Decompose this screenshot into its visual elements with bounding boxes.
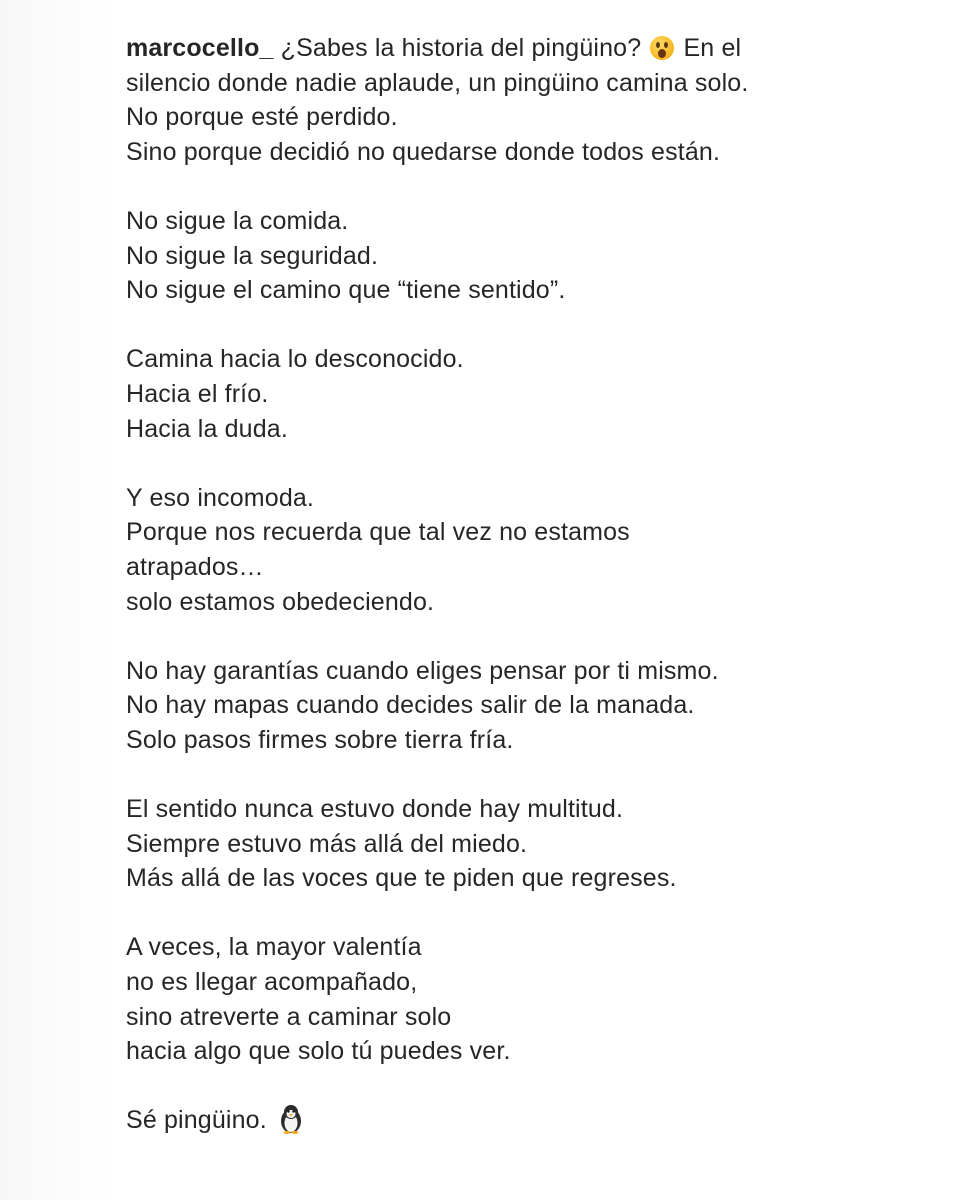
caption-line: Solo pasos firmes sobre tierra fría. bbox=[126, 725, 514, 754]
astonished-face-icon bbox=[650, 36, 674, 60]
caption-line: Y eso incomoda. bbox=[126, 483, 315, 512]
caption-closing-line bbox=[126, 1103, 826, 1138]
caption-line: sino atreverte a caminar solo bbox=[126, 1002, 452, 1031]
left-edge-shade bbox=[0, 0, 120, 1200]
caption-blank-line bbox=[126, 757, 826, 792]
caption-first-tail: En el bbox=[683, 34, 742, 62]
post-caption bbox=[126, 31, 826, 1138]
caption-line: No hay garantías cuando eliges pensar por ti mismo. bbox=[126, 656, 719, 685]
caption-line: no es llegar acompañado, bbox=[126, 968, 418, 997]
caption-blank-line bbox=[126, 446, 826, 481]
caption-line: silencio donde nadie aplaude, un pingüino camina solo. bbox=[126, 68, 749, 97]
caption-line: hacia algo que solo tú puedes ver. bbox=[126, 1037, 511, 1066]
caption-closing-text: Sé pingüino. bbox=[126, 1106, 267, 1135]
caption-line: Más allá de las voces que te piden que regreses. bbox=[126, 864, 677, 893]
caption-line: No hay mapas cuando decides salir de la manada. bbox=[126, 691, 695, 720]
caption-line: solo estamos obedeciendo. bbox=[126, 587, 435, 616]
caption-line: Camina hacia lo desconocido. bbox=[126, 345, 464, 374]
username-link[interactable]: marcocello_ bbox=[126, 34, 274, 62]
caption-blank-line bbox=[126, 896, 826, 931]
caption-line: Hacia la duda. bbox=[126, 414, 288, 443]
caption-first-text: ¿Sabes la historia del pingüino? bbox=[280, 34, 642, 62]
caption-line: No sigue la seguridad. bbox=[126, 241, 379, 270]
caption-line: atrapados… bbox=[126, 552, 264, 581]
caption-blank-line bbox=[126, 169, 826, 204]
caption-blank-line bbox=[126, 308, 826, 343]
caption-line: El sentido nunca estuvo donde hay multitud. bbox=[126, 795, 624, 824]
caption-line: No sigue la comida. bbox=[126, 206, 349, 235]
caption-line: A veces, la mayor valentía bbox=[126, 933, 422, 962]
caption-body bbox=[126, 66, 826, 1104]
caption-line: Hacia el frío. bbox=[126, 379, 269, 408]
caption-line: Porque nos recuerda que tal vez no estamos bbox=[126, 518, 630, 547]
caption-line: Sino porque decidió no quedarse donde todos están. bbox=[126, 137, 721, 166]
caption-blank-line bbox=[126, 619, 826, 654]
caption-line: Siempre estuvo más allá del miedo. bbox=[126, 829, 528, 858]
caption-line: No porque esté perdido. bbox=[126, 103, 398, 132]
caption-line: No sigue el camino que “tiene sentido”. bbox=[126, 276, 566, 305]
caption-blank-line bbox=[126, 1069, 826, 1104]
caption-first-line bbox=[126, 31, 826, 66]
penguin-icon bbox=[278, 1104, 304, 1134]
